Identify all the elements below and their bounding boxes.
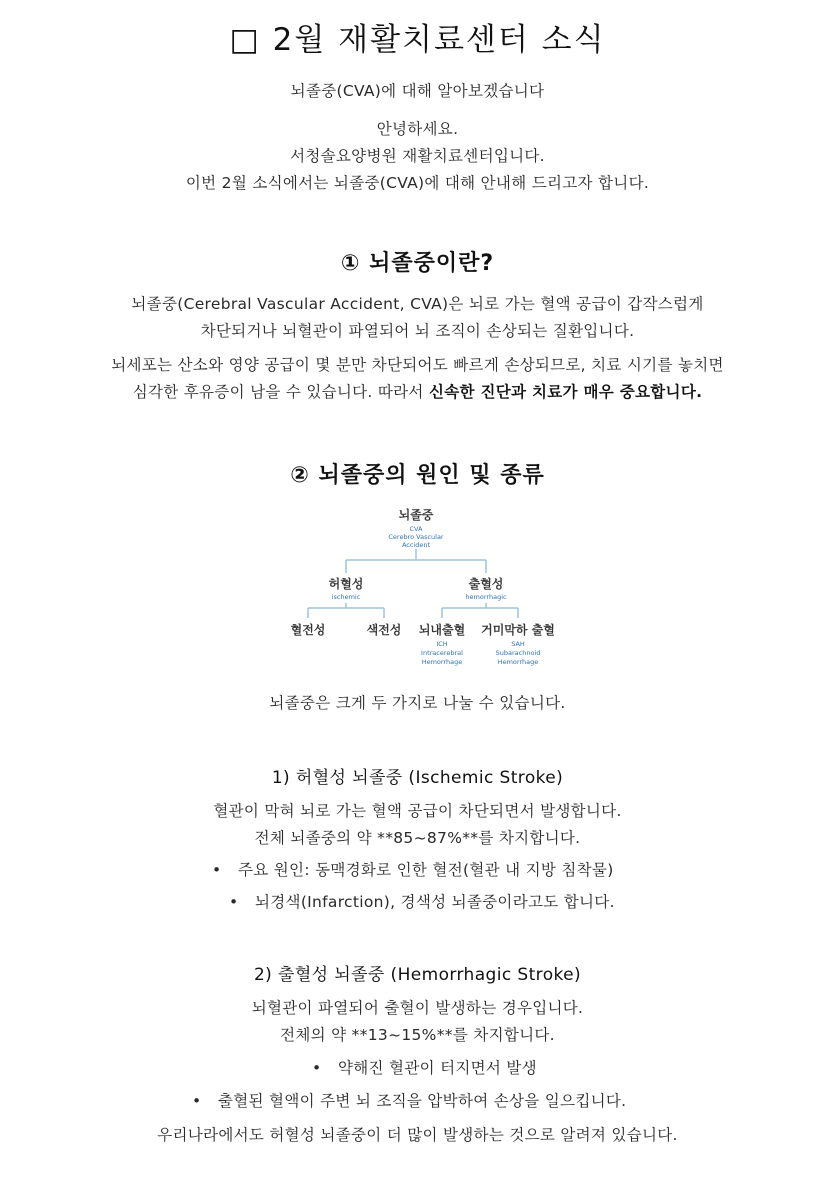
node-thrombotic-label: 혈전성 [290, 623, 326, 637]
subsection-heading: 1) 허혈성 뇌졸중 (Ischemic Stroke) [271, 768, 564, 788]
intro-line: 서청솔요양병원 재활치료센터입니다. [290, 147, 545, 165]
bullet-text: 약해진 혈관이 터지면서 발생 [338, 1059, 537, 1077]
node-root-label: 뇌졸중 [398, 508, 434, 522]
node-ischemic-label: 허혈성 [328, 577, 364, 591]
paragraph-text: 심각한 후유증이 남을 수 있습니다. 따라서 [132, 383, 429, 401]
paragraph-line: 뇌졸중(Cerebral Vascular Accident, CVA)은 뇌로 가는 혈액 공급이 갑작스럽게 [131, 295, 704, 313]
paragraph-line: 전체 뇌졸중의 약 **85~87%**를 차지합니다. [254, 829, 581, 847]
bullet-icon: • [312, 1059, 322, 1077]
node-sah-sub: Subarachnoid [495, 649, 541, 657]
emphasis-text: 신속한 진단과 치료가 매우 중요합니다. [428, 383, 703, 401]
node-ich-label: 뇌내출혈 [418, 623, 466, 637]
paragraph-line: 혈관이 막혀 뇌로 가는 혈액 공급이 차단되면서 발생합니다. [213, 802, 622, 820]
bullet-item [312, 1056, 537, 1078]
diagram-caption: 뇌졸중은 크게 두 가지로 나눌 수 있습니다. [269, 694, 566, 712]
bullet-text: 출혈된 혈액이 주변 뇌 조직을 압박하여 손상을 일으킵니다. [218, 1092, 627, 1110]
subsection-heading: 2) 출혈성 뇌졸중 (Hemorrhagic Stroke) [253, 965, 582, 985]
bullet-icon: • [212, 861, 222, 879]
node-hemorrhagic-label: 출혈성 [468, 577, 504, 591]
paragraph-line [0, 380, 835, 402]
node-sah-sub: Hemorrhage [497, 658, 539, 666]
page-title: □ 2월 재활치료센터 소식 [229, 22, 606, 58]
node-ich-sub: Hemorrhage [421, 658, 463, 666]
stroke-classification-diagram [0, 500, 835, 680]
node-hemorrhagic-sub: hemorrhagic [465, 593, 507, 601]
bullet-item [192, 1089, 626, 1111]
node-root-sub: CVA [409, 525, 423, 533]
closing-line: 우리나라에서도 허혈성 뇌졸중이 더 많이 발생하는 것으로 알려져 있습니다. [157, 1126, 678, 1144]
bullet-text: 주요 원인: 동맥경화로 인한 혈전(혈관 내 지방 침착물) [238, 861, 614, 879]
paragraph-line: 뇌혈관이 파열되어 출혈이 발생하는 경우입니다. [251, 999, 584, 1017]
node-ich-sub: ICH [436, 640, 448, 648]
section-heading: ① 뇌졸중이란? [340, 251, 495, 276]
section-heading: ② 뇌졸중의 원인 및 종류 [290, 463, 545, 488]
node-sah-label: 거미막하 출혈 [481, 623, 555, 637]
node-embolic-label: 색전성 [366, 623, 402, 637]
bullet-text: 뇌경색(Infarction), 경색성 뇌졸중이라고도 합니다. [255, 893, 615, 911]
paragraph-line: 전체의 약 **13~15%**를 차지합니다. [280, 1026, 555, 1044]
node-ischemic-sub: ischemic [331, 593, 361, 601]
paragraph-line: 차단되거나 뇌혈관이 파열되어 뇌 조직이 손상되는 질환입니다. [200, 322, 635, 340]
bullet-item [229, 890, 615, 912]
intro-line: 안녕하세요. [376, 120, 459, 138]
node-root-sub: Accident [401, 541, 431, 549]
subtitle: 뇌졸중(CVA)에 대해 알아보겠습니다 [290, 82, 545, 100]
node-sah-sub: SAH [511, 640, 525, 648]
node-root-sub: Cerebro Vascular [388, 533, 444, 541]
intro-line: 이번 2월 소식에서는 뇌졸중(CVA)에 대해 안내해 드리고자 합니다. [185, 174, 650, 192]
bullet-icon: • [192, 1092, 202, 1110]
bullet-item [212, 858, 614, 880]
node-ich-sub: Intracerebral [421, 649, 463, 657]
bullet-icon: • [229, 893, 239, 911]
paragraph-line: 뇌세포는 산소와 영양 공급이 몇 분만 차단되어도 빠르게 손상되므로, 치료 시기를 놓치면 [111, 356, 724, 374]
